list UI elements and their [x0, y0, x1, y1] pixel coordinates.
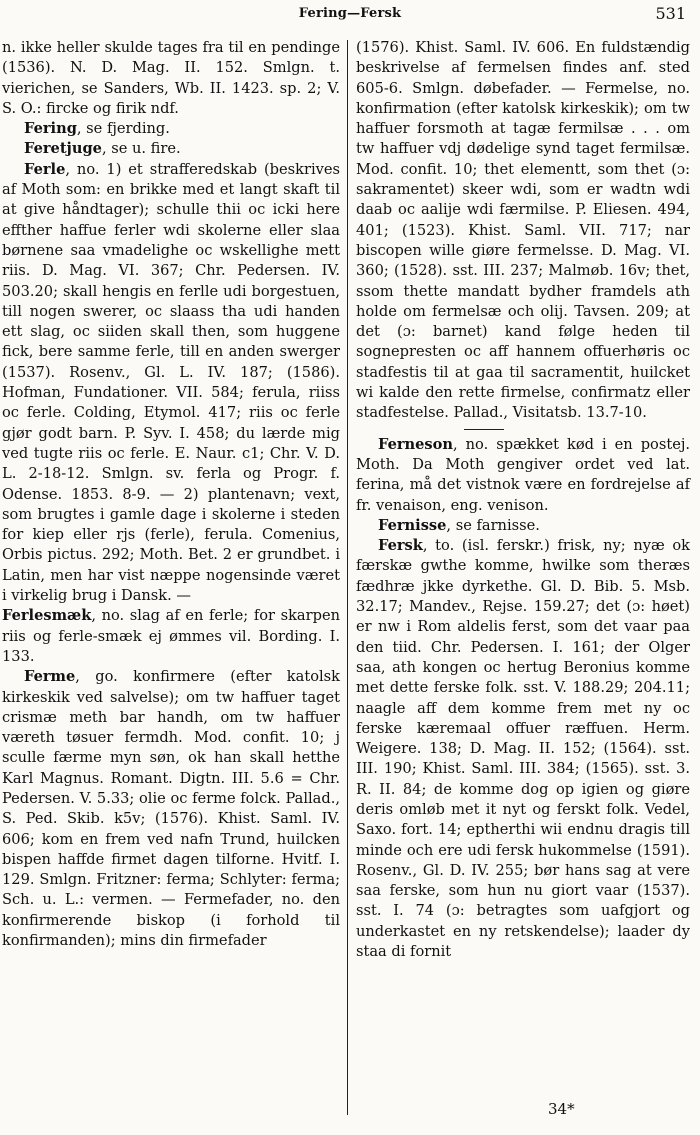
headword: Fering — [24, 120, 77, 138]
entry-text: , se u. fire. — [101, 140, 181, 158]
entry-text: , to. (isl. ferskr.) frisk, ny; nyæ ok færskæ gwthe komme, hwilke som theræs fædhræ jkke dyrkethe. Gl. D. Bib. 5. Msb. 32.17; Mandev., Rejse. 159.27; det (ɔ: høet) er nw i Rom aldelis ferst, som det vaar paa den tiid. Chr. Pedersen. I. 161; der Olger saa, ath kongen oc hertug Beronius komme met dette ferske folk. sst. V. 188.29; 204.11; naagle aff dem komme frem met ny oc ferske kæremaal offuer ræffuen. Herm. Weigere. 138; D. Mag. II. 152; (1564). sst. III. 190; Khist. Saml. III. 384; (1565). sst. 3. R. II. 84; de komme dog op igien og giøre deris omløb met it nyt og ferskt folk. Vedel, Saxo. fort. 14; eptherthi wii endnu dragis till minde och ere udi fersk hukommelse (1591). Rosenv., Gl. D. IV. 255; bør hans sag at vere saa ferske, som hun nu giort vaar (1537). sst. I. 74 (ɔ: betragtes som uafgjort og underkastet en ny retskendelse); laader dy staa di fornit — [356, 537, 690, 961]
headword: Fernisse — [378, 516, 447, 534]
entry-ferme — [2, 667, 340, 951]
right-column — [356, 38, 690, 962]
entry-text: , se farnisse. — [446, 516, 540, 534]
entry-ferneson — [356, 435, 690, 516]
entry-text: , no. slag af en ferle; for skarpen riis og ferle-smæk ej ømmes vil. Bording. I. 133. — [2, 607, 340, 665]
column-divider — [347, 40, 348, 1115]
entry-ferlesmaek — [2, 606, 340, 667]
running-title: Fering—Fersk — [298, 6, 402, 21]
headword: Feretjuge — [24, 140, 102, 158]
section-rule — [464, 429, 504, 430]
entry-fersk — [356, 536, 690, 962]
headword: Ferneson — [378, 435, 453, 453]
headword: Ferme — [24, 668, 76, 686]
entry-feretjuge — [2, 139, 340, 159]
headword: Ferlesmæk — [2, 607, 92, 625]
entry-text: , se fjerding. — [76, 120, 170, 138]
entry-text: , no. spækket kød i en postej. Moth. Da Moth gengiver ordet ved lat. ferina, må det vistnok være en fordrejelse af fr. venaison, eng. venison. — [356, 435, 690, 514]
entry-text: , no. 1) et strafferedskab (beskrives af Moth som: en brikke med et langt skaft til at give håndtager); schulle thii oc icki here effther haffue ferler wdi skolerne eller slaa børnene saa vmadelighe oc wskellighe mett riis. D. Mag. VI. 367; Chr. Pedersen. IV. 503.20; skall hengis en ferlle udi borgestuen, till nogen swerer, oc slaass tha udi handen ett slag, oc siiden skall then, som huggene fick, bere samme ferle, till en anden swerger (1537). Rosenv., Gl. L. IV. 187; (1586). Hofman, Fundationer. VII. 584; ferula, riiss oc ferle. Colding, Etymol. 417; riis oc ferle gjør godt barn. P. Syv. I. 458; du lærde mig ved tugte riis oc ferle. E. Naur. c1; Chr. V. D. L. 2-18-12. Smlgn. sv. ferla og Progr. f. Odense. 1853. 8-9. — 2) plantenavn; vext, som brugtes i gamle dage i skolerne i steden for kiep eller rjs (ferle), ferula. Comenius, Orbis pictus. 292; Moth. Bet. 2 er grundbet. i Latin, men har vist næppe nogensinde været i virkelig brug i Dansk. — — [2, 160, 340, 605]
headword: Ferle — [24, 160, 66, 178]
entry-ferle — [2, 160, 340, 607]
entry-text: , go. konfirmere (efter katolsk kirkeskik ved salvelse); om tw haffuer taget crismæ meth bar handh, om tw haffuer væreth tøsuer fermdh. Mod. confit. 10; j sculle færme myn søn, ok han skall hetthe Karl Magnus. Romant. Digtn. III. 5.6 = Chr. Pedersen. V. 5.33; olie oc ferme folck. Pallad., S. Ped. Skib. k5v; (1576). Khist. Saml. IV. 606; kom en frem ved nafn Trund, huilcken bispen haffde firmet dagen tilforne. Hvitf. I. 129. Smlgn. Fritzner: ferma; Schlyter: ferma; Sch. u. L.: vermen. — Fermefader, no. den konfirmerende biskop (i forhold til konfirmanden); mins din firmefader — [2, 668, 340, 950]
printer-signature: 34* — [548, 1100, 575, 1118]
page-header — [0, 6, 700, 28]
entry-fering — [2, 119, 340, 139]
headword: Fersk — [378, 537, 423, 555]
entry-continuation: n. ikke heller skulde tages fra til en pendinge (1536). N. D. Mag. II. 152. Smlgn. t. vierichen, se Sanders, Wb. II. 1423. sp. 2; V. S. O.: fircke og firik ndf. — [2, 39, 340, 117]
entry-fernisse — [356, 516, 690, 536]
page-number: 531 — [655, 4, 686, 23]
entry-continuation: (1576). Khist. Saml. IV. 606. En fuldstændig beskrivelse af fermelsen findes anf. sted 605-6. Smlgn. døbefader. — Fermelse, no. konfirmation (efter katolsk kirkeskik); om tw haffuer forsmoth at tagæ fermilsæ . . . om tw haffuer vdj dødelige synd taget fermilsæ. Mod. confit. 10; thet elementt, som thet (ɔ: sakramentet) skeer wdi, som er wadtn wdi daab oc aalije wdi færmilse. P. Eliesen. 494, 401; (1523). Khist. Saml. VII. 717; nar biscopen wille giøre fermelsse. D. Mag. VI. 360; (1528). sst. III. 237; Malmøb. 16v; thet, ssom thette mandatt bydher framdels ath holde om fermelsæ och olij. Tavsen. 209; at det (ɔ: barnet) kand følge heden til sognepresten oc aff hannem offuerhøris oc stadfestis til at gaa til sacramentit, huilcket wi kalde den rette firmelse, confirmatz eller stadfestelse. Pallad., Visitatsb. 13.7-10. — [356, 39, 690, 422]
left-column — [2, 38, 340, 951]
